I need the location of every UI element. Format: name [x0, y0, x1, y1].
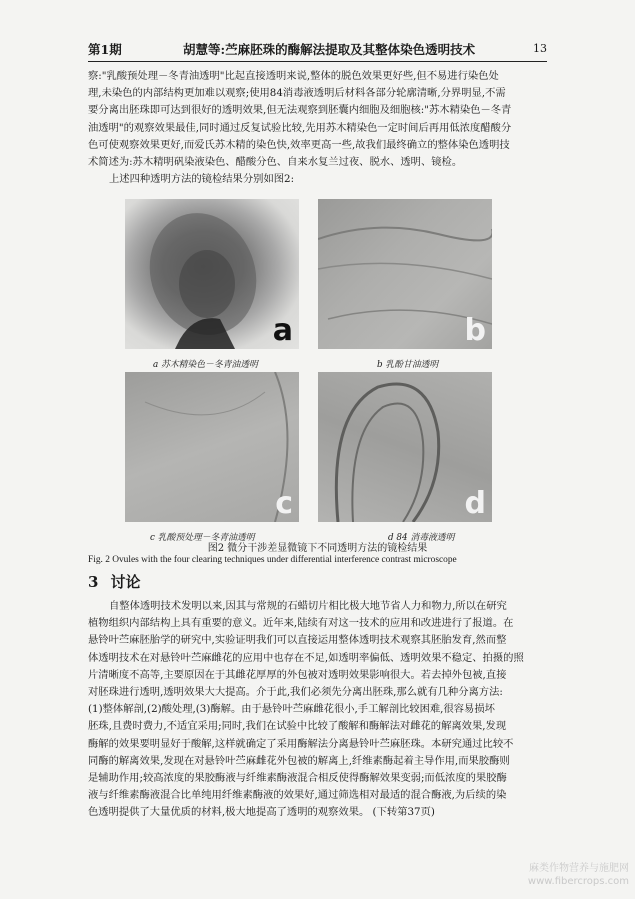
micrograph-panel-a — [125, 199, 299, 349]
panel-letter-c: c — [275, 486, 293, 521]
watermark-line: 麻类作物营养与施肥网 — [529, 863, 629, 874]
micrograph-panel-c — [125, 372, 299, 522]
text-line: 胚珠,且费时费力,不适宜采用;同时,我们在试验中比较了酸解和酶解法对雌花的解离效果,发现 — [88, 720, 507, 733]
text-line: 是辅助作用;较高浓度的果胶酶液与纤维素酶液混合相反使得酶解效果变弱;而低浓度的果胶酶 — [88, 772, 507, 785]
panel-caption-d: d 84 消毒液透明 — [388, 533, 455, 543]
watermark-line: www.fibercrops.com — [527, 876, 629, 887]
text-line: 术简述为:苏木精明矾染液染色、醋酸分色、自来水复兰过夜、脱水、透明、镜检。 — [88, 156, 463, 169]
section-number: 3 — [88, 573, 99, 591]
running-header — [88, 40, 547, 58]
text-line: 色可使观察效果更好,而爱氏苏木精的染色快,效率更高一些,故我们最终确立的整体染色透明技 — [88, 138, 510, 151]
micrograph-panel-b — [318, 199, 492, 349]
panel-caption-a: a 苏木精染色－冬青油透明 — [153, 360, 258, 370]
text-line: 体透明技术在对悬铃叶苎麻雌花的应用中也存在不足,如透明率偏低、透明效果不稳定、拍摄的照 — [88, 651, 524, 664]
text-line: 要分离出胚珠即可达到很好的透明效果,但无法观察到胚囊内细胞及细胞核:"苏木精染色－冬青 — [88, 104, 512, 117]
text-line: (1)整体解剖,(2)酸处理,(3)酶解。由于悬铃叶苎麻雌花很小,手工解剖比较困难,很容易损坏 — [88, 703, 495, 716]
text-line: 液与纤维素酶液混合比单纯用纤维素酶液的效果好,通过筛选相对最适的混合酶液,为后续的染 — [88, 789, 507, 802]
panel-letter-b: b — [464, 313, 486, 348]
text-line: 酶解的效果要明显好于酸解,这样就确定了采用酶解法分离悬铃叶苎麻胚珠。本研究通过比较不 — [88, 737, 514, 750]
issue-label: 第1期 — [88, 42, 122, 57]
panel-letter-a: a — [272, 313, 293, 348]
micrograph-panel-d — [318, 372, 492, 522]
text-line: 片清晰度不高等,主要原因在于其雌花厚厚的外包被对透明效果影响很大。若去掉外包被,直接 — [88, 668, 507, 681]
text-line: 植物组织内部结构上具有重要的意义。近年来,陆续有对这一技术的应用和改进进行了报道。在 — [88, 617, 514, 630]
figure-title-en: Fig. 2 Ovules with the four clearing techniques under differential interference contrast microscope — [88, 555, 457, 565]
text-line: 悬铃叶苎麻胚胎学的研究中,实验证明我们可以直接运用整体透明技术观察其胚胎发育,然而整 — [88, 634, 507, 647]
text-line: 同酶的解离效果,发现在对悬铃叶苎麻雌花外包被的解离上,纤维素酶起着主导作用,而果胶酶则 — [88, 754, 510, 767]
panel-caption-b: b 乳酚甘油透明 — [377, 360, 439, 370]
running-title: 胡慧等:苎麻胚珠的酶解法提取及其整体染色透明技术 — [183, 42, 476, 57]
paragraph-discussion — [88, 598, 548, 822]
panel-caption-c: c 乳酸预处理－冬青油透明 — [150, 533, 255, 543]
text-line: 色透明提供了大量优质的材料,极大地提高了透明的观察效果。 (下转第37页) — [88, 806, 435, 819]
section-title: 讨论 — [110, 573, 141, 591]
page-number: 13 — [533, 42, 547, 55]
text-line: 上述四种透明方法的镜检结果分别如图2: — [109, 173, 295, 186]
text-line: 自整体透明技术发明以来,因其与常规的石蜡切片相比极大地节省人力和物力,所以在研究 — [109, 600, 507, 612]
ovule-outline-c — [125, 372, 299, 522]
text-line: 油透明"的观察效果最佳,同时通过反复试验比较,先用苏木精染色一定时间后再用低浓度醋酸分 — [88, 121, 512, 134]
paragraph-results — [88, 68, 548, 188]
section-heading — [88, 571, 140, 592]
text-line: 察:"乳酸预处理－冬青油透明"比起直接透明来说,整体的脱色效果更好些,但不易进行染色处 — [88, 70, 499, 82]
text-line: 理,未染色的内部结构更加难以观察;使用84消毒液透明后材料各部分轮廓清晰,分界明显,不需 — [88, 87, 506, 100]
figure-title-cn: 图2 微分干涉差显微镜下不同透明方法的镜检结果 — [207, 543, 428, 554]
panel-letter-d: d — [464, 486, 486, 521]
text-line: 对胚珠进行透明,透明效果大大提高。介于此,我们必须先分离出胚珠,那么就有几种分离方法: — [88, 686, 503, 699]
watermark — [528, 862, 629, 888]
header-rule — [88, 61, 547, 62]
